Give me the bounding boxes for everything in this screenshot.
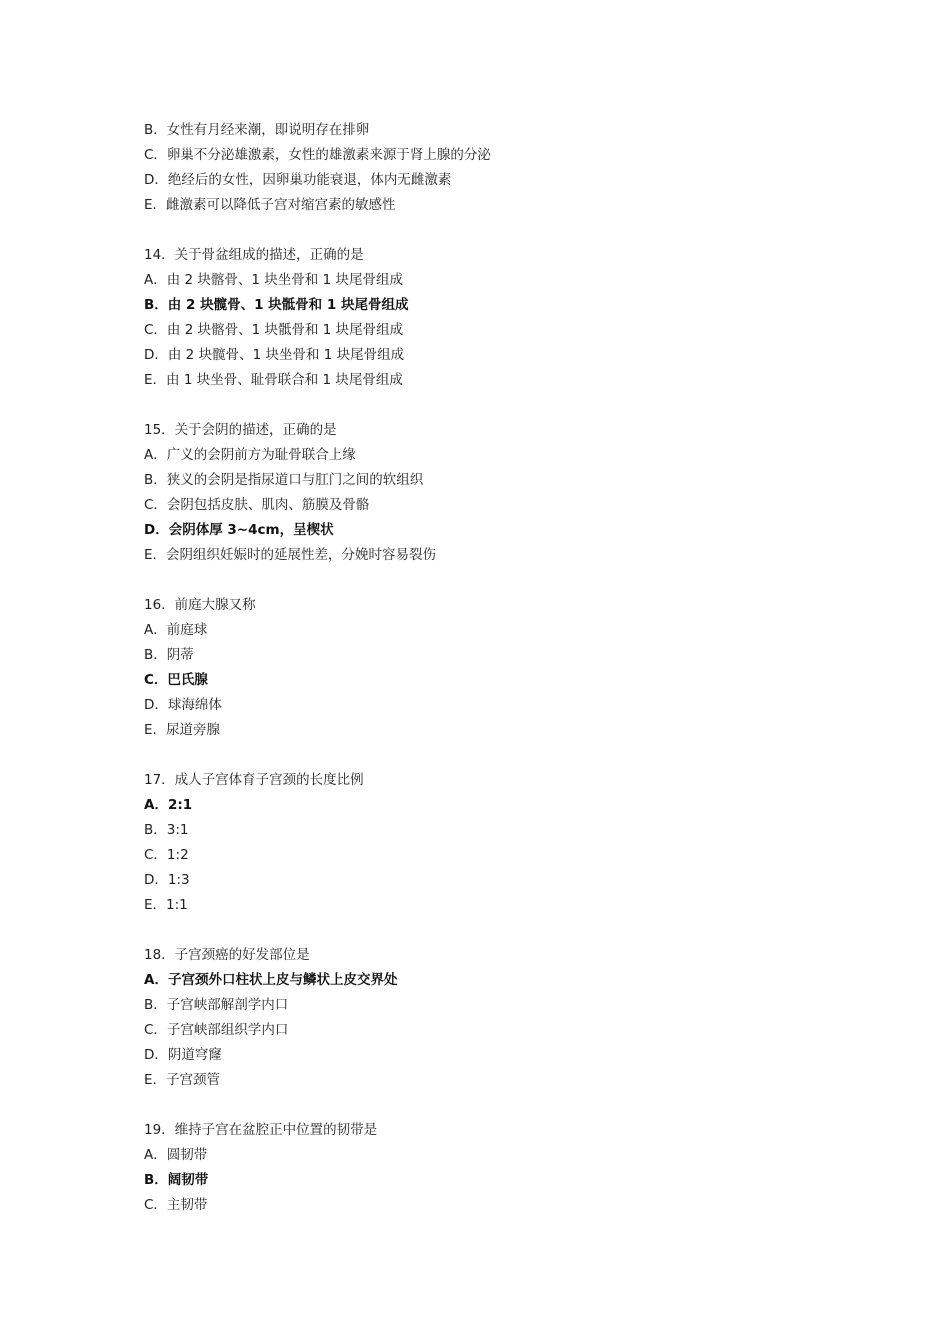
option-c-correct-answer: C．巴氏腺 xyxy=(144,672,208,688)
option-a-correct-answer: A．子宫颈外口柱状上皮与鳞状上皮交界处 xyxy=(144,972,398,988)
option-b-correct-answer: B．由 2 块髋骨、1 块骶骨和 1 块尾骨组成 xyxy=(144,297,409,313)
option-c: C．1:2 xyxy=(144,847,189,863)
question-title: 19．维持子宫在盆腔正中位置的韧带是 xyxy=(144,1122,378,1138)
option-e: E．尿道旁腺 xyxy=(144,722,221,738)
question-block-17 xyxy=(144,768,844,918)
option-d: D．绝经后的女性，因卵巢功能衰退，体内无雌激素 xyxy=(144,172,452,188)
option-d: D．球海绵体 xyxy=(144,697,222,713)
question-block-16 xyxy=(144,593,844,743)
option-a: A．广义的会阴前方为耻骨联合上缘 xyxy=(144,447,356,463)
question-block-19 xyxy=(144,1118,844,1218)
question-document xyxy=(144,118,844,1218)
option-e: E．由 1 块坐骨、耻骨联合和 1 块尾骨组成 xyxy=(144,372,403,388)
option-e: E．子宫颈管 xyxy=(144,1072,221,1088)
question-title: 16．前庭大腺又称 xyxy=(144,597,256,613)
question-block-13-continued xyxy=(144,118,844,218)
option-e: E．雌激素可以降低子宫对缩宫素的敏感性 xyxy=(144,197,396,213)
option-b: B．女性有月经来潮，即说明存在排卵 xyxy=(144,122,370,138)
option-b: B．子宫峡部解剖学内口 xyxy=(144,997,289,1013)
spacer xyxy=(144,218,844,243)
option-a: A．圆韧带 xyxy=(144,1147,208,1163)
option-b: B．3:1 xyxy=(144,822,189,838)
option-c: C．主韧带 xyxy=(144,1197,208,1213)
option-d: D．由 2 块髋骨、1 块坐骨和 1 块尾骨组成 xyxy=(144,347,405,363)
option-d-correct-answer: D．会阴体厚 3~4cm，呈楔状 xyxy=(144,522,334,538)
option-b: B．狭义的会阴是指尿道口与肛门之间的软组织 xyxy=(144,472,424,488)
spacer xyxy=(144,918,844,943)
option-c: C．卵巢不分泌雄激素，女性的雄激素来源于肾上腺的分泌 xyxy=(144,147,491,163)
option-e: E．会阴组织妊娠时的延展性差，分娩时容易裂伤 xyxy=(144,547,437,563)
option-a-correct-answer: A．2:1 xyxy=(144,797,193,813)
question-block-14 xyxy=(144,243,844,393)
option-e: E．1:1 xyxy=(144,897,188,913)
option-c: C．由 2 块髂骨、1 块骶骨和 1 块尾骨组成 xyxy=(144,322,404,338)
option-c: C．会阴包括皮肤、肌肉、筋膜及骨骼 xyxy=(144,497,370,513)
option-b: B．阴蒂 xyxy=(144,647,194,663)
option-d: D．阴道穹窿 xyxy=(144,1047,222,1063)
option-d: D．1:3 xyxy=(144,872,190,888)
question-title: 18．子宫颈癌的好发部位是 xyxy=(144,947,310,963)
question-title: 15．关于会阴的描述，正确的是 xyxy=(144,422,337,438)
option-a: A．由 2 块髂骨、1 块坐骨和 1 块尾骨组成 xyxy=(144,272,403,288)
question-block-15 xyxy=(144,418,844,568)
spacer xyxy=(144,568,844,593)
question-title: 14．关于骨盆组成的描述，正确的是 xyxy=(144,247,364,263)
spacer xyxy=(144,393,844,418)
spacer xyxy=(144,1093,844,1118)
option-a: A．前庭球 xyxy=(144,622,208,638)
question-title: 17．成人子宫体育子宫颈的长度比例 xyxy=(144,772,364,788)
option-c: C．子宫峡部组织学内口 xyxy=(144,1022,289,1038)
question-block-18 xyxy=(144,943,844,1093)
option-b-correct-answer: B．阔韧带 xyxy=(144,1172,209,1188)
spacer xyxy=(144,743,844,768)
